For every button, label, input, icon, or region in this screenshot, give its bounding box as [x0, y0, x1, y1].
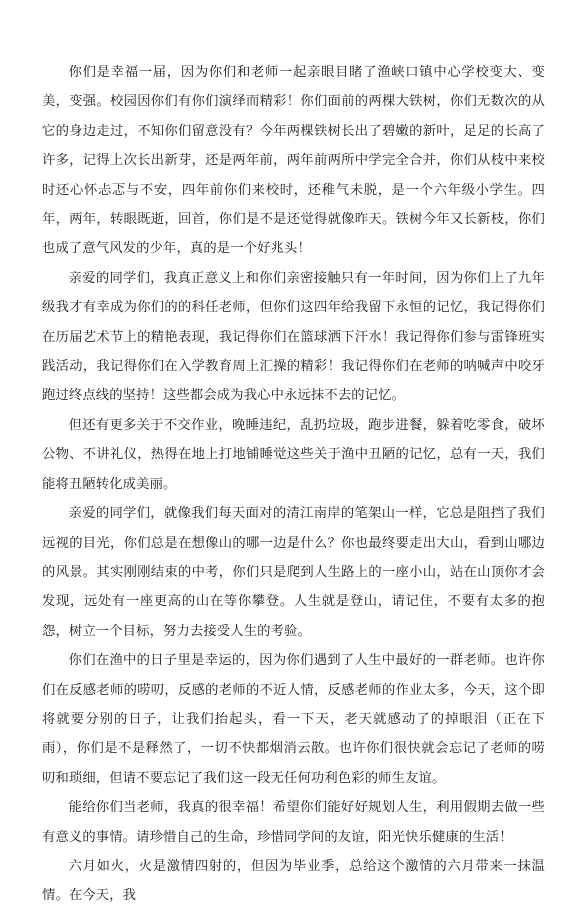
paragraph-5: 你们在渔中的日子里是幸运的，因为你们遇到了人生中最好的一群老师。也许你们在反感老师的唠叨，反感的老师的不近人情，反感老师的作业太多，今天，这个即将就要分别的日子，让我们抬起头，看一下天，老天就感动了的掉眼泪（正在下雨），你们是不是释然了，一切不快都烟消云散。也许你们很快就会忘记了老师的唠叨和琐细，但请不要忘记了我们这一段无任何功利色彩的师生友谊。 [42, 653, 545, 786]
paragraph-4: 亲爱的同学们，就像我们每天面对的清江南岸的笔架山一样，它总是阻挡了我们远视的目光，你们总是在想像山的哪一边是什么？你也最终要走出大山，看到山哪边的风景。其实刚刚结束的中考，你们只是爬到人生路上的一座小山，站在山顶你才会发现，远处有一座更高的山在等你攀登。人生就是登山，请记住，不要有太多的抱怨，树立一个目标，努力去接受人生的考验。 [42, 506, 545, 639]
paragraph-1: 你们是幸福一届，因为你们和老师一起亲眼目睹了渔峡口镇中心学校变大、变美，变强。校园因你们有你们演绎而精彩！你们面前的两棵大铁树，你们无数次的从它的身边走过，不知你们留意没有？今年两棵铁树长出了碧嫩的新叶，足足的长高了许多，记得上次长出新芽，还是两年前，两年前两所中学完全合并，你们从枝中来校时还心怀忐忑与不安，四年前你们来校时，还稚气未脱，是一个六年级小学生。四年，两年，转眼既逝，回首，你们是不是还觉得就像昨天。铁树今年又长新枝，你们也成了意气风发的少年，真的是一个好兆头！ [42, 65, 545, 257]
paragraph-7: 六月如火，火是激情四射的，但因为毕业季，总给这个激情的六月带来一抹温情。在今天，我 [42, 858, 545, 904]
paragraph-6: 能给你们当老师，我真的很幸福！希望你们能好好规划人生，利用假期去做一些有意义的事情。请珍惜自己的生命，珍惜同学间的友谊，阳光快乐健康的生活！ [42, 800, 545, 845]
paragraph-3: 但还有更多关于不交作业，晚睡违纪，乱扔垃圾，跑步进餐，躲着吃零食，破坏公物、不讲礼仪，热得在地上打地铺睡觉这些关于渔中丑陋的记忆，总有一天，我们能将丑陋转化成美丽。 [42, 417, 545, 492]
paragraph-2: 亲爱的同学们，我真正意义上和你们亲密接触只有一年时间，因为你们上了九年级我才有幸成为你们的的科任老师，但你们这四年给我留下永恒的记忆，我记得你们在历届艺术节上的精艳表现，我记得你们在篮球洒下汗水！我记得你们参与雷锋班实践活动，我记得你们在入学教育周上汇操的精彩！我记得你们在老师的呐喊声中咬牙跑过终点线的坚持！这些都会成为我心中永远抹不去的记忆。 [42, 270, 545, 404]
